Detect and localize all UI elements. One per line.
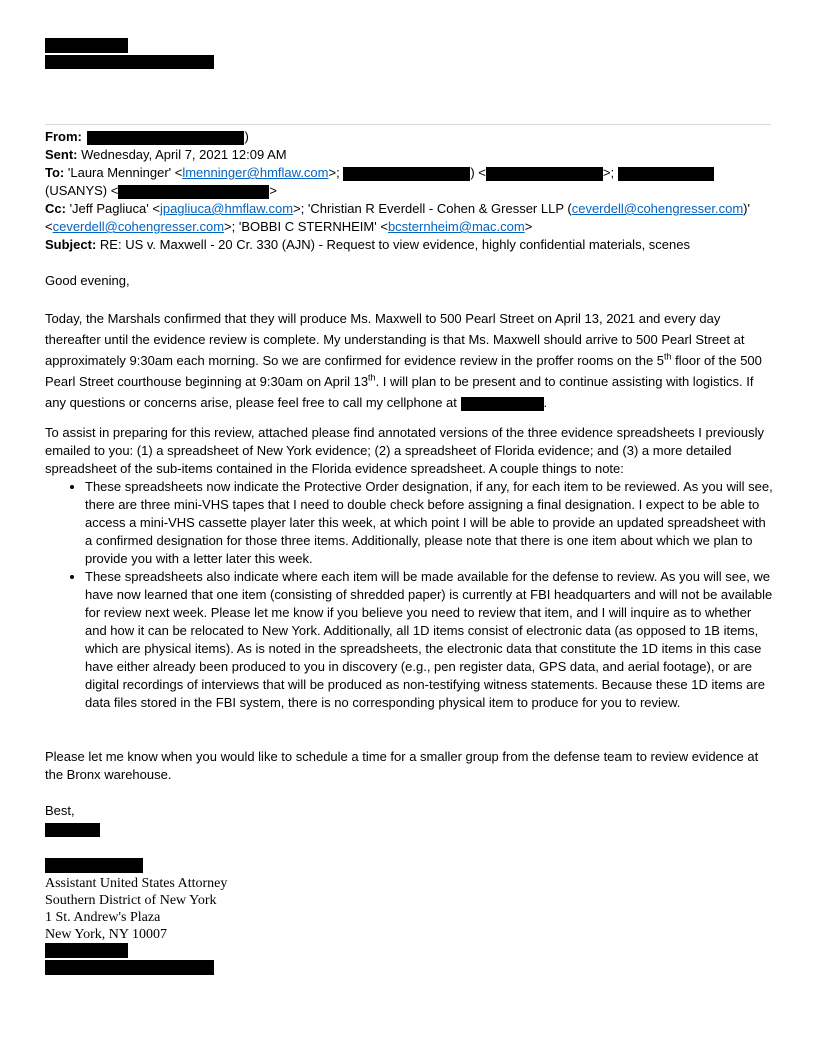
list-item: • These spreadsheets now indicate the Protective Order designation, if any, for each item to be reviewed. As you will see, there are three mini-VHS tapes that I need to double check before assigning a final designation. I expect to be able to access a mini-VHS cassette player later this week, at which point I will be able to provide an updated spreadsheet with a confirmed designation for those three items. Additionally, please note that there is one item about which we plan to provide you with a letter later this week. bbox=[85, 478, 773, 568]
cc-email-link-1[interactable]: jpagliuca@hmflaw.com bbox=[159, 201, 294, 216]
from-suffix: ) bbox=[244, 129, 249, 144]
redaction-to-3 bbox=[618, 167, 714, 181]
redaction-from bbox=[87, 131, 244, 145]
redaction-to-4 bbox=[118, 185, 269, 199]
sent-row bbox=[45, 146, 773, 164]
cc-label: Cc: bbox=[45, 201, 66, 216]
signature-office: Southern District of New York bbox=[45, 893, 217, 908]
to-label: To: bbox=[45, 165, 65, 180]
closing: Best, bbox=[45, 803, 75, 818]
cc-email-link-2[interactable]: ceverdell@cohengresser.com bbox=[571, 201, 744, 216]
redaction-signature-2 bbox=[45, 960, 214, 975]
sent-value: Wednesday, April 7, 2021 12:09 AM bbox=[81, 147, 287, 162]
p2-text: To assist in preparing for this review, attached please find annotated versions of the three evidence spreadsheets I previously emailed to you: (1) a spreadsheet of New York evidence; (2) a spreadsheet of Florida evidence; and (3) a more detailed spreadsheet of the sub-items contained in the Florida evidence spreadsheet. A couple things to note: bbox=[45, 425, 765, 476]
email-header bbox=[45, 128, 773, 254]
redaction-cellphone bbox=[461, 397, 544, 411]
subject-label: Subject: bbox=[45, 237, 97, 252]
header-divider bbox=[45, 124, 771, 125]
to-text-1: 'Laura Menninger' < bbox=[67, 165, 183, 180]
to-line2-suffix: > bbox=[269, 183, 277, 198]
signature-city: New York, NY 10007 bbox=[45, 927, 167, 942]
from-label: From: bbox=[45, 129, 82, 144]
cc-text-3: )' bbox=[743, 201, 750, 216]
p1-sup-2: th bbox=[368, 372, 376, 383]
to-text-4: >; bbox=[602, 165, 615, 180]
redaction-to-1 bbox=[343, 167, 470, 181]
from-row bbox=[45, 128, 773, 146]
redaction-signature-1 bbox=[45, 943, 128, 958]
redaction-signature-name bbox=[45, 858, 143, 873]
cc-row-2 bbox=[45, 218, 773, 236]
to-line2-prefix: (USANYS) < bbox=[45, 183, 119, 198]
list-item: • These spreadsheets also indicate where each item will be made available for the defense to review. As you will see, we have now learned that one item (consisting of shredded paper) is currently at FBI headquarters and will not be available for review next week. Please let me know if you believe you need to review that item, and I will inquire as to whether and how it can be relocated to New York. Additionally, all 1D items consist of electronic data (as opposed to 1B items, which are physical items). As is noted in the spreadsheets, the electronic data that constitute the 1D items in this case have either already been produced to you in discovery (e.g., pen register data, GPS data, and aerial footage), or are digital recordings of interviews that will be produced as non-testifying witness statements. Because these 1D items are data files stored in the FBI system, there is no corresponding physical item to produce for you to review. bbox=[85, 568, 773, 712]
cc-text-4: >; 'BOBBI C STERNHEIM' < bbox=[224, 219, 388, 234]
subject-value: RE: US v. Maxwell - 20 Cr. 330 (AJN) - Request to view evidence, highly confidential materials, scenes bbox=[99, 237, 690, 252]
sent-label: Sent: bbox=[45, 147, 78, 162]
p1-text-d: . bbox=[543, 395, 548, 410]
to-row bbox=[45, 164, 773, 182]
to-text-2: >; bbox=[328, 165, 340, 180]
signature-title: Assistant United States Attorney bbox=[45, 876, 228, 891]
redaction-top-2 bbox=[45, 55, 214, 69]
cc-text-5: > bbox=[524, 219, 533, 234]
paragraph-1 bbox=[45, 308, 773, 413]
cc-text-2: >; 'Christian R Everdell - Cohen & Gresser LLP ( bbox=[293, 201, 572, 216]
subject-row bbox=[45, 236, 773, 254]
p1-text-b: floor of the 500 Pearl Street courthouse beginning at 9:30am on April 13 bbox=[45, 353, 762, 389]
paragraph-3: Please let me know when you would like to schedule a time for a smaller group from the defense team to review evidence at the Bronx warehouse. bbox=[45, 749, 759, 782]
p1-text-a: Today, the Marshals confirmed that they will produce Ms. Maxwell to 500 Pearl Street on April 13, 2021 and every day thereafter until the evidence review is complete. My understanding is that Ms. Maxwell should arrive to 500 Pearl Street at approximately 9:30am each morning. So we are confirmed for evidence review in the proffer rooms on the 5 bbox=[45, 311, 745, 368]
p1-sup-1: th bbox=[664, 351, 672, 362]
redaction-closing-name bbox=[45, 823, 100, 837]
cc-text-1: 'Jeff Pagliuca' < bbox=[69, 201, 160, 216]
to-email-link-1[interactable]: lmenninger@hmflaw.com bbox=[182, 165, 329, 180]
redaction-top-1 bbox=[45, 38, 128, 53]
cc-row bbox=[45, 200, 773, 218]
signature-block bbox=[45, 875, 227, 943]
greeting: Good evening, bbox=[45, 273, 130, 288]
paragraph-2 bbox=[45, 424, 773, 712]
notes-list bbox=[45, 478, 773, 712]
cc-email-link-4[interactable]: bcsternheim@mac.com bbox=[387, 219, 525, 234]
cc-email-link-3[interactable]: ceverdell@cohengresser.com bbox=[52, 219, 225, 234]
redaction-to-2 bbox=[486, 167, 603, 181]
cc-line2-prefix: < bbox=[45, 219, 53, 234]
signature-address: 1 St. Andrew's Plaza bbox=[45, 910, 161, 925]
to-text-3: ) < bbox=[470, 165, 486, 180]
to-row-2 bbox=[45, 182, 773, 200]
p1-text-c: . I will plan to be present and to continue assisting with logistics. If any questions or concerns arise, please feel free to call my cellphone at bbox=[45, 374, 754, 410]
